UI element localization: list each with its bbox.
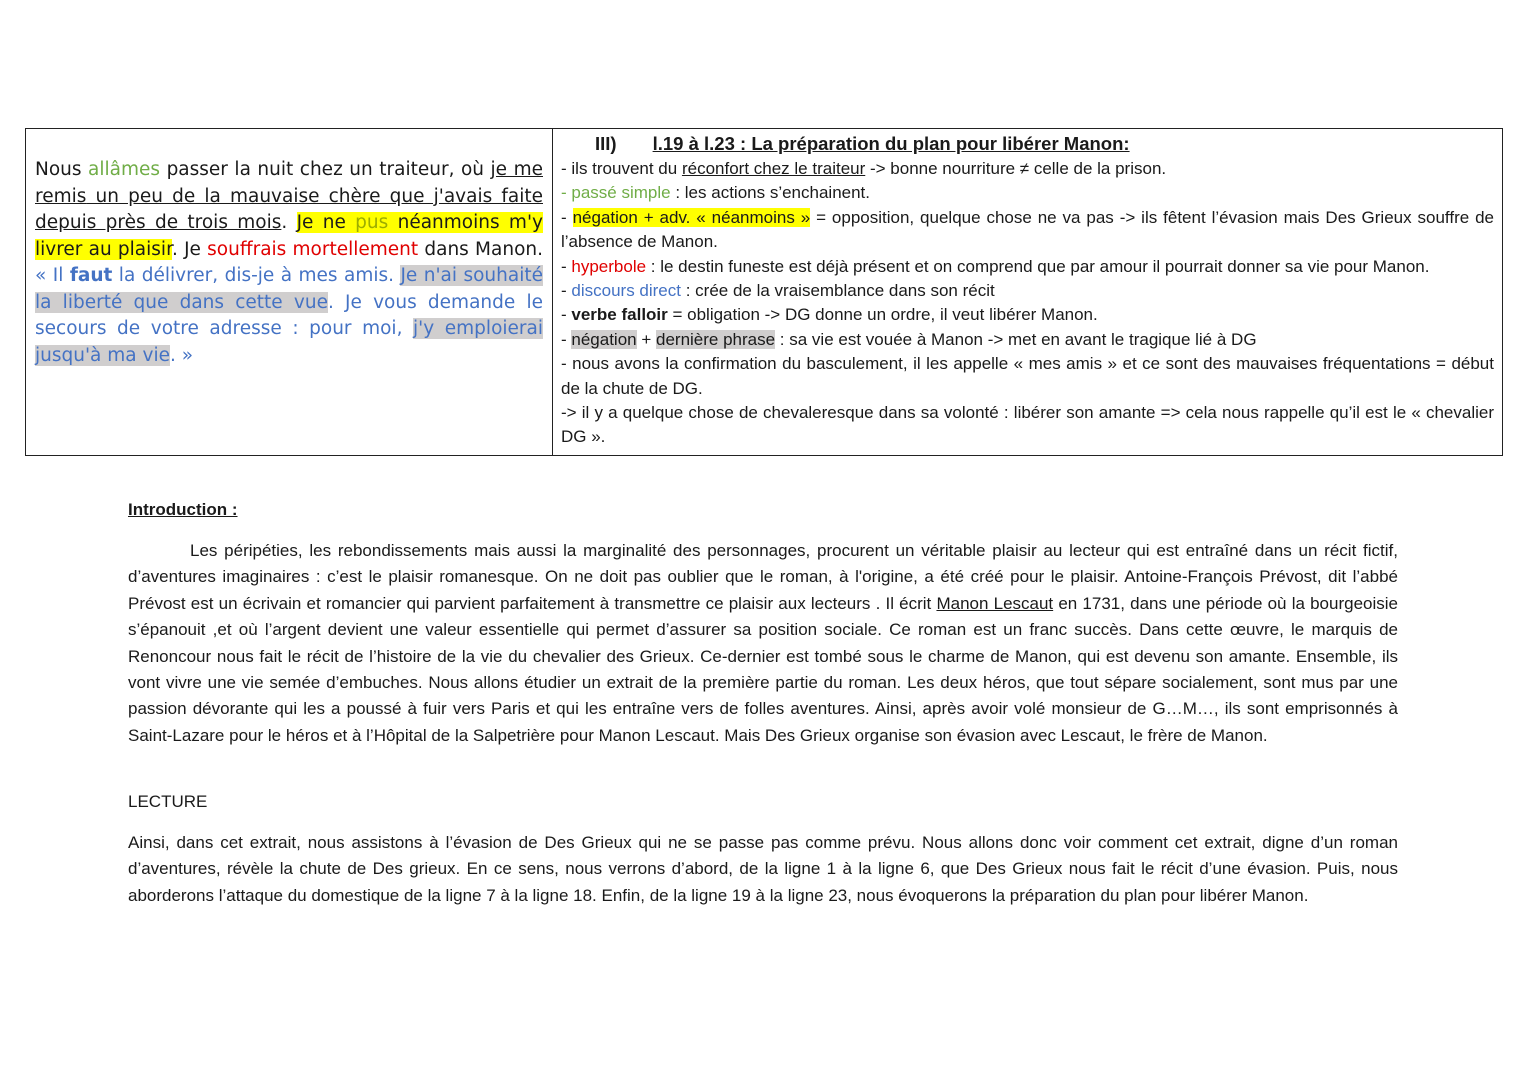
excerpt-highlight-grey: Je n'ai souhaité la liberté que dans cette vue	[35, 265, 543, 313]
excerpt-direct-speech: « Il	[35, 265, 70, 286]
analysis-line: -> il y a quelque chose de chevaleresque dans sa volonté : libérer son amante => cela nous rappelle qu’il est le « chevalier DG ».	[561, 403, 1494, 447]
analysis-line: - passé simple : les actions s’enchainent.	[561, 183, 871, 203]
analysis-line: - discours direct : crée de la vraisemblance dans son récit	[561, 281, 995, 301]
excerpt-verb-falloir: faut	[69, 265, 113, 286]
excerpt-text: Nous	[35, 159, 89, 180]
plan-paragraph: Ainsi, dans cet extrait, nous assistons à l’évasion de Des Grieux qui ne se passe pas comme prévu. Nous allons donc voir comment cet extrait, digne d’un roman d’aventures, révèle la chute de Des grieux. En ce sens, nous verrons d’abord, de la ligne 1 à la ligne 6, que Des Grieux nous fait le récit d’une évasion. Puis, nous aborderons l’attaque du domestique de la ligne 7 à la ligne 18. Enfin, de la ligne 19 à la ligne 23, nous évoquerons la préparation du plan pour libérer Manon.	[128, 833, 1398, 905]
excerpt-underlined: je me remis	[35, 159, 543, 207]
excerpt-text: .	[281, 212, 297, 233]
analysis-line: - ils trouvent du réconfort chez le traiteur -> bonne nourriture ≠ celle de la prison.	[561, 159, 1167, 178]
excerpt-text: passer la nuit chez un traiteur, où	[160, 159, 491, 180]
excerpt-text: dans Manon.	[418, 238, 543, 260]
analysis-line: - négation + dernière phrase : sa vie est vouée à Manon -> met en avant le tragique lié à DG	[561, 329, 1257, 349]
analysis-line: - hyperbole : le destin funeste est déjà présent et on comprend que par amour il pourrait donner sa vie pour Manon.	[561, 256, 1430, 276]
section-heading	[561, 131, 1494, 157]
section-title: l.19 à l.23 : La préparation du plan pour libérer Manon:	[652, 133, 1130, 154]
analysis-line: - nous avons la confirmation du basculement, il les appelle « mes amis » et ce sont des mauvaises fréquentations = début de la chute de DG.	[561, 354, 1494, 398]
introduction-heading: Introduction :	[128, 500, 238, 519]
excerpt-passe-simple: allâmes	[88, 159, 161, 180]
excerpt-direct-speech: la délivrer, dis-je à mes amis.	[112, 265, 401, 286]
analysis-table	[25, 128, 1503, 456]
excerpt-text: . Je	[171, 238, 208, 260]
excerpt-highlight-negation: néanmoins m'y livrer au plaisir	[35, 212, 543, 260]
book-title: Manon Lescaut	[936, 593, 1054, 613]
excerpt-underlined: un peu de la mauvaise chère que j'avais faite depuis près de trois mois	[35, 185, 543, 233]
section-number: III)	[595, 133, 617, 154]
analysis-line: - verbe falloir = obligation -> DG donne un ordre, il veut libérer Manon.	[561, 305, 1098, 325]
excerpt-direct-speech: . Je vous demande le secours de votre adresse : pour moi,	[35, 291, 543, 339]
excerpt-hyperbole: souffrais mortellement	[207, 238, 419, 260]
analysis-cell	[553, 129, 1502, 455]
excerpt-highlight-grey: j'y emploierai jusqu'à ma vie	[35, 318, 543, 366]
excerpt-cell	[26, 129, 553, 455]
excerpt-highlight-negation: pus	[355, 212, 389, 233]
lecture-label: LECTURE	[128, 792, 208, 811]
excerpt-direct-speech: . »	[169, 344, 194, 366]
introduction-paragraph: Les péripéties, les rebondissements mais aussi la marginalité des personnages, procurent un véritable plaisir au lecteur qui est entraîné dans un récit fictif, d’aventures imaginaires : c’est le plaisir romanesque. On ne doit pas oublier que le roman, à l'origine, a été créé pour le plaisir. Antoine-François Prévost, dit l’abbé Prévost est un écrivain et romancier qui parvient parfaitement à transmettre ce plaisir aux lecteurs . Il écrit Manon Lescaut en 1731, dans une période où la bourgeoisie s’épanouit ,et où l’argent devient une valeur essentielle qui permet d’assurer sa position sociale. Ce roman est un franc succès. Dans cette œuvre, le marquis de Renoncour nous fait le récit de l’histoire de la vie du chevalier des Grieux. Ce-dernier est tombé sous le charme de Manon, qui est devenu son amante. Ensemble, ils vont vivre une vie semée d’embuches. Nous allons étudier un extrait de la première partie du roman. Les deux héros, que tout sépare socialement, sont mus par une passion dévorante qui les a poussé à fuir vers Paris et qui les entraîne vers de folles aventures. Ainsi, après avoir volé monsieur de G…M…, ils sont emprisonnés à Saint-Lazare pour le héros et à l’Hôpital de la Salpetrière pour Manon Lescaut. Mais Des Grieux organise son évasion avec Lescaut, le frère de Manon.	[128, 541, 1398, 745]
analysis-line: - négation + adv. « néanmoins » = opposition, quelque chose ne va pas -> ils fêtent l’évasion mais Des Grieux souffre de l’absence de Manon.	[561, 207, 1494, 252]
excerpt-highlight-negation: Je ne	[296, 212, 356, 233]
